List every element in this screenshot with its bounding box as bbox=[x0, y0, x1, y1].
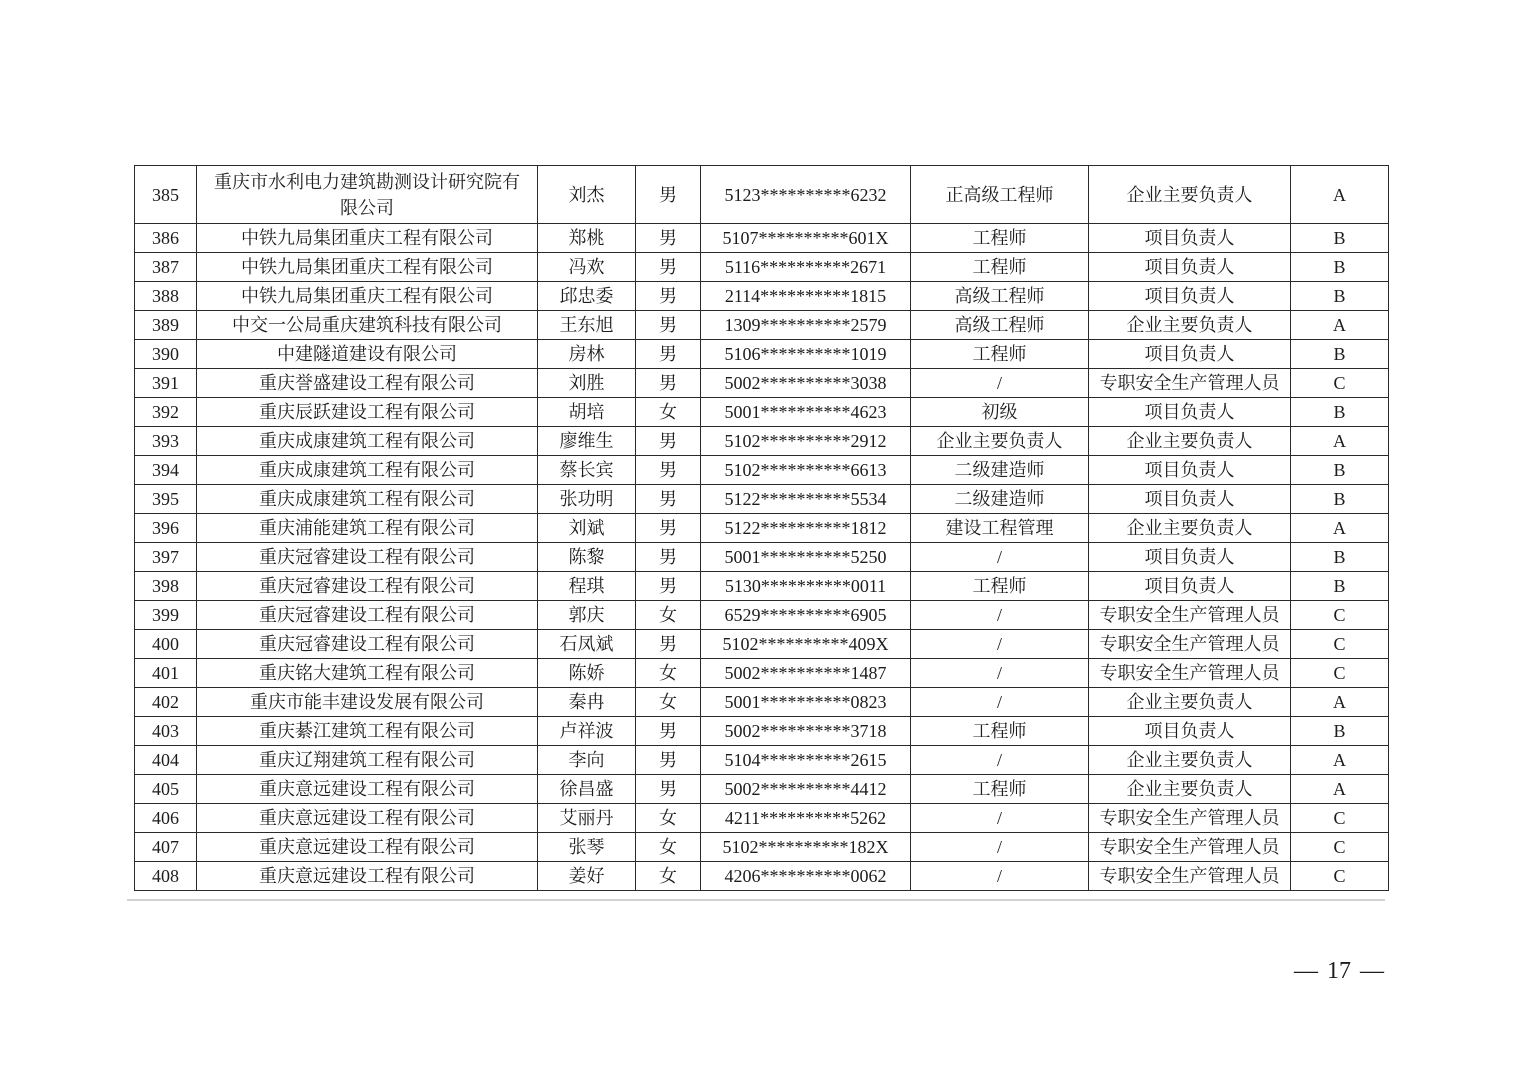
cell-company: 重庆冠睿建设工程有限公司 bbox=[197, 630, 538, 659]
cell-company: 重庆市水利电力建筑勘测设计研究院有限公司 bbox=[197, 166, 538, 224]
cell-gender: 女 bbox=[636, 601, 701, 630]
cell-role: 项目负责人 bbox=[1089, 485, 1291, 514]
cell-person-name: 张琴 bbox=[538, 833, 636, 862]
cell-person-name: 蔡长宾 bbox=[538, 456, 636, 485]
page-number bbox=[1284, 958, 1394, 985]
cell-id-number: 4211**********5262 bbox=[701, 804, 911, 833]
cell-person-name: 刘斌 bbox=[538, 514, 636, 543]
cell-title: 工程师 bbox=[911, 572, 1089, 601]
cell-title: 企业主要负责人 bbox=[911, 427, 1089, 456]
cell-title: / bbox=[911, 833, 1089, 862]
cell-index: 396 bbox=[135, 514, 197, 543]
cell-title: / bbox=[911, 804, 1089, 833]
table-row bbox=[135, 833, 1389, 862]
cell-title: / bbox=[911, 659, 1089, 688]
cell-role: 企业主要负责人 bbox=[1089, 688, 1291, 717]
cell-title: / bbox=[911, 369, 1089, 398]
cell-index: 387 bbox=[135, 253, 197, 282]
cell-company: 中铁九局集团重庆工程有限公司 bbox=[197, 282, 538, 311]
cell-company: 重庆冠睿建设工程有限公司 bbox=[197, 601, 538, 630]
cell-grade: B bbox=[1291, 340, 1389, 369]
cell-title: / bbox=[911, 601, 1089, 630]
cell-grade: A bbox=[1291, 746, 1389, 775]
cell-company: 重庆意远建设工程有限公司 bbox=[197, 804, 538, 833]
cell-index: 393 bbox=[135, 427, 197, 456]
table-row bbox=[135, 688, 1389, 717]
table-row bbox=[135, 166, 1389, 224]
cell-title: 工程师 bbox=[911, 224, 1089, 253]
cell-role: 企业主要负责人 bbox=[1089, 166, 1291, 224]
cell-id-number: 4206**********0062 bbox=[701, 862, 911, 891]
cell-title: / bbox=[911, 543, 1089, 572]
cell-gender: 男 bbox=[636, 282, 701, 311]
cell-grade: A bbox=[1291, 311, 1389, 340]
table-row bbox=[135, 543, 1389, 572]
cell-grade: B bbox=[1291, 398, 1389, 427]
page-number-dash-left: — bbox=[1294, 958, 1318, 984]
cell-grade: A bbox=[1291, 427, 1389, 456]
cell-role: 项目负责人 bbox=[1089, 543, 1291, 572]
cell-role: 项目负责人 bbox=[1089, 456, 1291, 485]
cell-role: 项目负责人 bbox=[1089, 572, 1291, 601]
cell-company: 重庆成康建筑工程有限公司 bbox=[197, 485, 538, 514]
cell-role: 企业主要负责人 bbox=[1089, 311, 1291, 340]
cell-index: 386 bbox=[135, 224, 197, 253]
cell-id-number: 5102**********182X bbox=[701, 833, 911, 862]
cell-id-number: 2114**********1815 bbox=[701, 282, 911, 311]
cell-index: 401 bbox=[135, 659, 197, 688]
table-row bbox=[135, 862, 1389, 891]
cell-id-number: 5001**********5250 bbox=[701, 543, 911, 572]
cell-id-number: 5106**********1019 bbox=[701, 340, 911, 369]
cell-index: 392 bbox=[135, 398, 197, 427]
table-row bbox=[135, 659, 1389, 688]
cell-grade: B bbox=[1291, 253, 1389, 282]
cell-person-name: 姜好 bbox=[538, 862, 636, 891]
cell-id-number: 5001**********0823 bbox=[701, 688, 911, 717]
cell-gender: 男 bbox=[636, 485, 701, 514]
cell-grade: B bbox=[1291, 282, 1389, 311]
table-row bbox=[135, 775, 1389, 804]
cell-id-number: 5116**********2671 bbox=[701, 253, 911, 282]
cell-id-number: 5102**********2912 bbox=[701, 427, 911, 456]
cell-person-name: 石凤斌 bbox=[538, 630, 636, 659]
cell-company: 重庆辰跃建设工程有限公司 bbox=[197, 398, 538, 427]
cell-index: 403 bbox=[135, 717, 197, 746]
cell-person-name: 房林 bbox=[538, 340, 636, 369]
cell-company: 重庆成康建筑工程有限公司 bbox=[197, 456, 538, 485]
cell-gender: 男 bbox=[636, 311, 701, 340]
cell-grade: B bbox=[1291, 224, 1389, 253]
cell-role: 企业主要负责人 bbox=[1089, 427, 1291, 456]
cell-title: / bbox=[911, 688, 1089, 717]
table-row bbox=[135, 717, 1389, 746]
table-row bbox=[135, 282, 1389, 311]
cell-company: 重庆意远建设工程有限公司 bbox=[197, 862, 538, 891]
cell-title: 高级工程师 bbox=[911, 311, 1089, 340]
table-row bbox=[135, 224, 1389, 253]
cell-gender: 男 bbox=[636, 456, 701, 485]
cell-person-name: 郑桃 bbox=[538, 224, 636, 253]
cell-id-number: 5102**********409X bbox=[701, 630, 911, 659]
cell-person-name: 卢祥波 bbox=[538, 717, 636, 746]
cell-gender: 女 bbox=[636, 833, 701, 862]
cell-role: 企业主要负责人 bbox=[1089, 746, 1291, 775]
table-row bbox=[135, 369, 1389, 398]
table-row bbox=[135, 311, 1389, 340]
cell-person-name: 刘杰 bbox=[538, 166, 636, 224]
table-row bbox=[135, 398, 1389, 427]
cell-title: 二级建造师 bbox=[911, 485, 1089, 514]
cell-gender: 男 bbox=[636, 166, 701, 224]
cell-id-number: 5122**********1812 bbox=[701, 514, 911, 543]
cell-role: 项目负责人 bbox=[1089, 224, 1291, 253]
cell-role: 项目负责人 bbox=[1089, 398, 1291, 427]
cell-grade: C bbox=[1291, 833, 1389, 862]
cell-index: 389 bbox=[135, 311, 197, 340]
cell-company: 重庆誉盛建设工程有限公司 bbox=[197, 369, 538, 398]
cell-company: 中铁九局集团重庆工程有限公司 bbox=[197, 253, 538, 282]
cell-title: / bbox=[911, 862, 1089, 891]
cell-person-name: 陈娇 bbox=[538, 659, 636, 688]
cell-index: 398 bbox=[135, 572, 197, 601]
table-row bbox=[135, 253, 1389, 282]
cell-company: 重庆成康建筑工程有限公司 bbox=[197, 427, 538, 456]
cell-id-number: 5002**********1487 bbox=[701, 659, 911, 688]
cell-company: 重庆冠睿建设工程有限公司 bbox=[197, 572, 538, 601]
cell-id-number: 6529**********6905 bbox=[701, 601, 911, 630]
cell-grade: C bbox=[1291, 630, 1389, 659]
scan-shadow-line bbox=[127, 899, 1385, 901]
cell-id-number: 1309**********2579 bbox=[701, 311, 911, 340]
cell-gender: 男 bbox=[636, 224, 701, 253]
cell-id-number: 5123**********6232 bbox=[701, 166, 911, 224]
cell-role: 项目负责人 bbox=[1089, 253, 1291, 282]
table-row bbox=[135, 804, 1389, 833]
table-row bbox=[135, 427, 1389, 456]
page-number-dash-right: — bbox=[1360, 958, 1384, 984]
cell-grade: B bbox=[1291, 717, 1389, 746]
table-row bbox=[135, 572, 1389, 601]
personnel-table bbox=[134, 165, 1389, 891]
cell-index: 388 bbox=[135, 282, 197, 311]
cell-index: 406 bbox=[135, 804, 197, 833]
cell-gender: 男 bbox=[636, 630, 701, 659]
cell-gender: 女 bbox=[636, 688, 701, 717]
cell-gender: 女 bbox=[636, 398, 701, 427]
cell-grade: C bbox=[1291, 369, 1389, 398]
cell-company: 重庆市能丰建设发展有限公司 bbox=[197, 688, 538, 717]
cell-company: 重庆綦江建筑工程有限公司 bbox=[197, 717, 538, 746]
cell-role: 专职安全生产管理人员 bbox=[1089, 369, 1291, 398]
cell-id-number: 5122**********5534 bbox=[701, 485, 911, 514]
cell-person-name: 冯欢 bbox=[538, 253, 636, 282]
cell-gender: 男 bbox=[636, 543, 701, 572]
cell-index: 399 bbox=[135, 601, 197, 630]
cell-gender: 男 bbox=[636, 340, 701, 369]
table-row bbox=[135, 456, 1389, 485]
cell-gender: 男 bbox=[636, 369, 701, 398]
cell-grade: B bbox=[1291, 485, 1389, 514]
cell-company: 重庆辽翔建筑工程有限公司 bbox=[197, 746, 538, 775]
cell-role: 专职安全生产管理人员 bbox=[1089, 659, 1291, 688]
cell-index: 385 bbox=[135, 166, 197, 224]
cell-gender: 男 bbox=[636, 717, 701, 746]
page-number-value: 17 bbox=[1327, 958, 1351, 984]
cell-gender: 男 bbox=[636, 746, 701, 775]
cell-title: 工程师 bbox=[911, 717, 1089, 746]
cell-id-number: 5107**********601X bbox=[701, 224, 911, 253]
table-row bbox=[135, 601, 1389, 630]
cell-person-name: 艾丽丹 bbox=[538, 804, 636, 833]
cell-company: 中交一公局重庆建筑科技有限公司 bbox=[197, 311, 538, 340]
cell-person-name: 刘胜 bbox=[538, 369, 636, 398]
cell-company: 中建隧道建设有限公司 bbox=[197, 340, 538, 369]
cell-index: 390 bbox=[135, 340, 197, 369]
cell-grade: C bbox=[1291, 601, 1389, 630]
cell-grade: C bbox=[1291, 659, 1389, 688]
table-row bbox=[135, 630, 1389, 659]
cell-id-number: 5002**********3718 bbox=[701, 717, 911, 746]
cell-person-name: 程琪 bbox=[538, 572, 636, 601]
cell-id-number: 5001**********4623 bbox=[701, 398, 911, 427]
cell-index: 391 bbox=[135, 369, 197, 398]
cell-grade: A bbox=[1291, 775, 1389, 804]
cell-gender: 男 bbox=[636, 572, 701, 601]
cell-index: 395 bbox=[135, 485, 197, 514]
cell-title: 工程师 bbox=[911, 253, 1089, 282]
cell-id-number: 5002**********3038 bbox=[701, 369, 911, 398]
cell-person-name: 邱忠委 bbox=[538, 282, 636, 311]
cell-title: 工程师 bbox=[911, 340, 1089, 369]
cell-role: 专职安全生产管理人员 bbox=[1089, 804, 1291, 833]
personnel-table-body bbox=[135, 166, 1389, 891]
cell-index: 397 bbox=[135, 543, 197, 572]
cell-role: 专职安全生产管理人员 bbox=[1089, 630, 1291, 659]
cell-index: 407 bbox=[135, 833, 197, 862]
cell-grade: A bbox=[1291, 688, 1389, 717]
cell-id-number: 5104**********2615 bbox=[701, 746, 911, 775]
table-row bbox=[135, 340, 1389, 369]
cell-role: 项目负责人 bbox=[1089, 717, 1291, 746]
cell-title: 初级 bbox=[911, 398, 1089, 427]
table-row bbox=[135, 746, 1389, 775]
cell-person-name: 郭庆 bbox=[538, 601, 636, 630]
cell-person-name: 张功明 bbox=[538, 485, 636, 514]
cell-gender: 男 bbox=[636, 514, 701, 543]
cell-title: 正高级工程师 bbox=[911, 166, 1089, 224]
cell-id-number: 5102**********6613 bbox=[701, 456, 911, 485]
table-row bbox=[135, 514, 1389, 543]
cell-company: 重庆铭大建筑工程有限公司 bbox=[197, 659, 538, 688]
cell-index: 400 bbox=[135, 630, 197, 659]
cell-grade: C bbox=[1291, 804, 1389, 833]
cell-title: 二级建造师 bbox=[911, 456, 1089, 485]
cell-person-name: 廖维生 bbox=[538, 427, 636, 456]
cell-gender: 男 bbox=[636, 775, 701, 804]
cell-id-number: 5130**********0011 bbox=[701, 572, 911, 601]
cell-company: 重庆意远建设工程有限公司 bbox=[197, 775, 538, 804]
cell-title: / bbox=[911, 630, 1089, 659]
cell-index: 405 bbox=[135, 775, 197, 804]
cell-person-name: 陈黎 bbox=[538, 543, 636, 572]
cell-role: 专职安全生产管理人员 bbox=[1089, 862, 1291, 891]
cell-index: 408 bbox=[135, 862, 197, 891]
cell-id-number: 5002**********4412 bbox=[701, 775, 911, 804]
cell-title: 工程师 bbox=[911, 775, 1089, 804]
cell-role: 专职安全生产管理人员 bbox=[1089, 833, 1291, 862]
cell-grade: A bbox=[1291, 514, 1389, 543]
cell-gender: 男 bbox=[636, 253, 701, 282]
cell-gender: 女 bbox=[636, 659, 701, 688]
cell-company: 重庆意远建设工程有限公司 bbox=[197, 833, 538, 862]
cell-person-name: 胡培 bbox=[538, 398, 636, 427]
cell-grade: C bbox=[1291, 862, 1389, 891]
cell-grade: B bbox=[1291, 572, 1389, 601]
cell-grade: B bbox=[1291, 456, 1389, 485]
cell-person-name: 王东旭 bbox=[538, 311, 636, 340]
cell-index: 404 bbox=[135, 746, 197, 775]
table-row bbox=[135, 485, 1389, 514]
cell-title: / bbox=[911, 746, 1089, 775]
cell-company: 中铁九局集团重庆工程有限公司 bbox=[197, 224, 538, 253]
cell-grade: A bbox=[1291, 166, 1389, 224]
cell-company: 重庆浦能建筑工程有限公司 bbox=[197, 514, 538, 543]
cell-role: 项目负责人 bbox=[1089, 340, 1291, 369]
cell-gender: 女 bbox=[636, 862, 701, 891]
cell-role: 企业主要负责人 bbox=[1089, 775, 1291, 804]
cell-index: 394 bbox=[135, 456, 197, 485]
cell-title: 建设工程管理 bbox=[911, 514, 1089, 543]
cell-index: 402 bbox=[135, 688, 197, 717]
cell-role: 专职安全生产管理人员 bbox=[1089, 601, 1291, 630]
cell-company: 重庆冠睿建设工程有限公司 bbox=[197, 543, 538, 572]
cell-person-name: 秦冉 bbox=[538, 688, 636, 717]
cell-gender: 女 bbox=[636, 804, 701, 833]
cell-gender: 男 bbox=[636, 427, 701, 456]
cell-role: 项目负责人 bbox=[1089, 282, 1291, 311]
cell-title: 高级工程师 bbox=[911, 282, 1089, 311]
cell-role: 企业主要负责人 bbox=[1089, 514, 1291, 543]
cell-person-name: 徐昌盛 bbox=[538, 775, 636, 804]
cell-person-name: 李向 bbox=[538, 746, 636, 775]
cell-grade: B bbox=[1291, 543, 1389, 572]
